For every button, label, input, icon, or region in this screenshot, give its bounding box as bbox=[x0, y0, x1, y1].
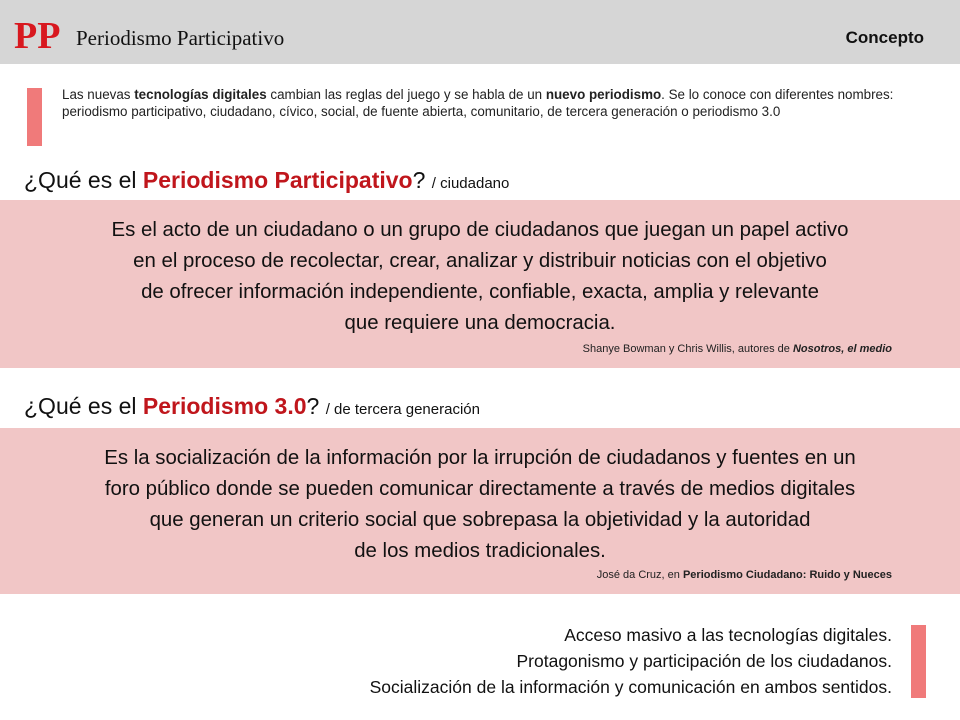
question-suffix: ? bbox=[412, 167, 432, 193]
question-heading-participativo bbox=[24, 166, 509, 198]
key-point: Acceso masivo a las tecnologías digitales. bbox=[564, 625, 892, 645]
definition-line: foro público donde se pueden comunicar directamente a través de medios digitales bbox=[104, 478, 856, 500]
logo: PP bbox=[14, 15, 61, 57]
definition-line: que generan un criterio social que sobrepasa la objetividad y la autoridad bbox=[149, 509, 811, 531]
definition-line: de ofrecer información independiente, confiable, exacta, amplia y relevante bbox=[141, 281, 819, 303]
intro-text-3: . Se lo conoce con diferentes nombres: periodismo participativo, ciudadano, cívico, social, de fuente abierta, comunitario, de tercera generación o periodismo 3.0 bbox=[62, 87, 894, 119]
definition-periodismo-3 bbox=[0, 443, 960, 567]
bullets-accent-bar bbox=[911, 625, 926, 698]
definition-line: en el proceso de recolectar, crear, analizar y distribuir noticias con el objetivo bbox=[133, 250, 827, 272]
question-suffix: ? bbox=[306, 393, 326, 419]
definition-participativo bbox=[0, 215, 960, 339]
key-points-list bbox=[370, 622, 892, 700]
header-bar bbox=[0, 0, 960, 64]
question-subtitle: / de tercera generación bbox=[325, 401, 480, 418]
intro-accent-bar bbox=[27, 88, 42, 146]
attribution-authors: Shanye Bowman y Chris Willis, autores de bbox=[582, 343, 793, 355]
key-point: Protagonismo y participación de los ciudadanos. bbox=[516, 651, 892, 671]
question-subtitle: / ciudadano bbox=[431, 175, 510, 192]
intro-text-2: cambian las reglas del juego y se habla de un bbox=[266, 87, 546, 102]
definition-line: Es el acto de un ciudadano o un grupo de ciudadanos que juegan un papel activo bbox=[111, 219, 849, 241]
attribution-authors: José da Cruz, en bbox=[596, 569, 683, 581]
definition-line: que requiere una democracia. bbox=[344, 312, 616, 334]
brand-name: Periodismo Participativo bbox=[76, 26, 285, 50]
attribution-participativo bbox=[583, 342, 892, 356]
question-heading-periodismo-3 bbox=[24, 392, 480, 424]
attribution-work: Periodismo Ciudadano: Ruido y Nueces bbox=[682, 569, 892, 581]
question-prefix: ¿Qué es el bbox=[24, 167, 143, 193]
section-label: Concepto bbox=[845, 28, 924, 47]
attribution-work: Nosotros, el medio bbox=[792, 343, 892, 355]
intro-bold-2: nuevo periodismo bbox=[545, 87, 662, 102]
intro-text bbox=[62, 86, 922, 120]
question-term: Periodismo 3.0 bbox=[142, 393, 307, 419]
question-prefix: ¿Qué es el bbox=[24, 393, 143, 419]
intro-text-1: Las nuevas bbox=[62, 87, 135, 102]
key-point: Socialización de la información y comunicación en ambos sentidos. bbox=[369, 677, 892, 697]
question-term: Periodismo Participativo bbox=[142, 167, 413, 193]
intro-bold-1: tecnologías digitales bbox=[134, 87, 267, 102]
definition-line: Es la socialización de la información por la irrupción de ciudadanos y fuentes en un bbox=[104, 447, 856, 469]
definition-line: de los medios tradicionales. bbox=[354, 540, 606, 562]
attribution-periodismo-3 bbox=[597, 568, 892, 582]
